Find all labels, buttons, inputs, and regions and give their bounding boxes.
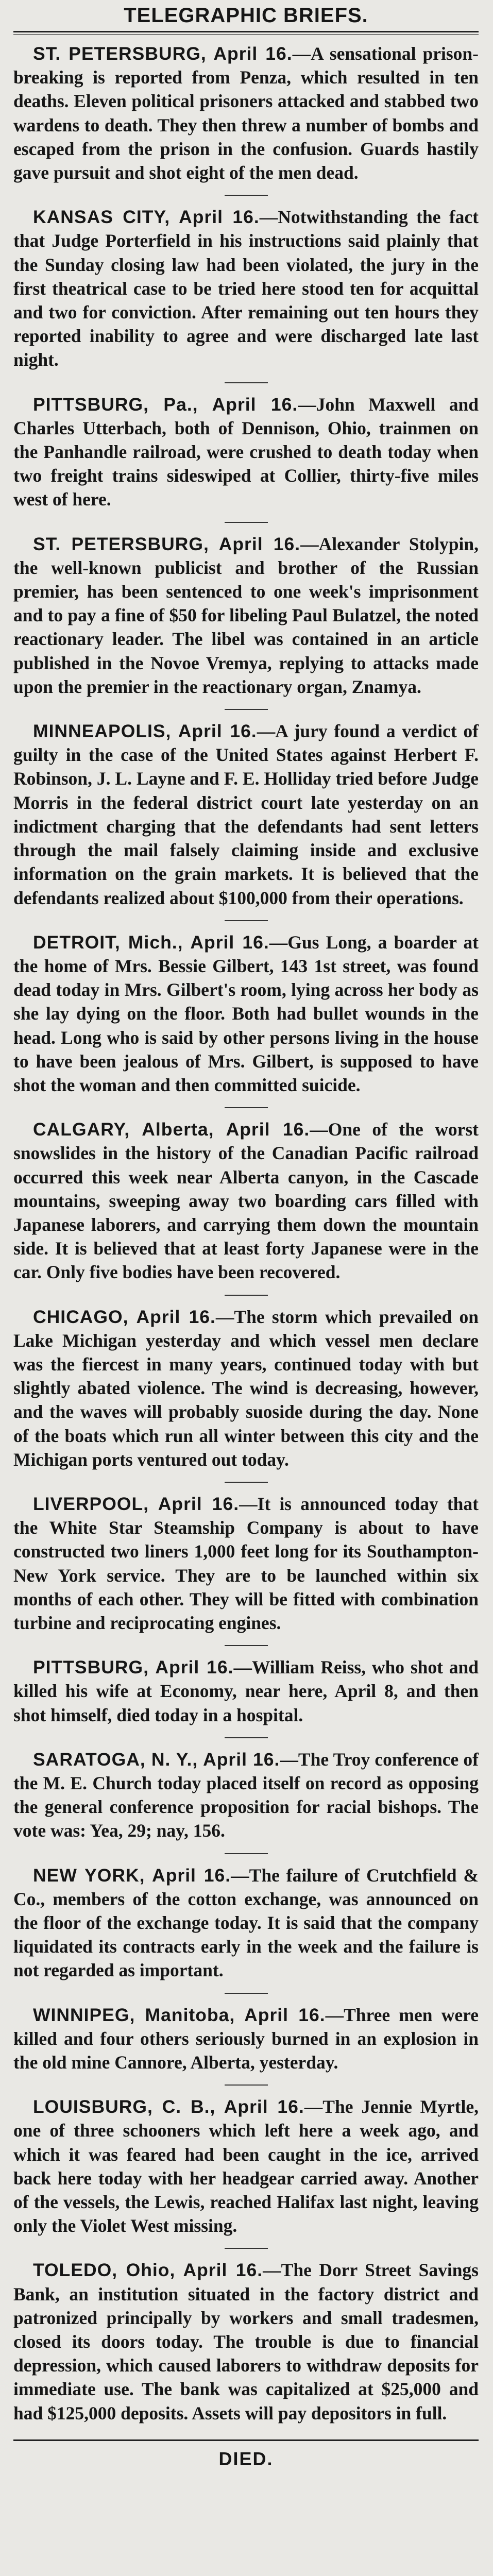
news-item-body: —It is announced today that the White Star Steamship Company is about to have constructed two liners 1,000 feet long for its Southampton-New York service. They are to be launched within six months of each other. They will be fitted with combination turbine and reciprocating engines. bbox=[13, 1493, 479, 1633]
headline-rule bbox=[13, 31, 479, 35]
item-separator bbox=[225, 1482, 268, 1483]
item-separator bbox=[225, 709, 268, 710]
news-item-dateline: ST. PETERSBURG, April 16. bbox=[33, 43, 293, 64]
news-item bbox=[13, 205, 479, 381]
news-item-body: —The Troy conference of the M. E. Church today placed itself on record as opposing the general conference proposition for racial bishops. The vote was: Yea, 29; nay, 156. bbox=[13, 1749, 479, 1841]
briefs-list bbox=[13, 42, 479, 2434]
news-item-dateline: CALGARY, Alberta, April 16. bbox=[33, 1119, 310, 1140]
news-item bbox=[13, 1305, 479, 1481]
news-item bbox=[13, 532, 479, 708]
news-item-dateline: NEW YORK, April 16. bbox=[33, 1865, 231, 1886]
news-item-dateline: PITTSBURG, Pa., April 16. bbox=[33, 394, 298, 415]
news-item-dateline: WINNIPEG, Manitoba, April 16. bbox=[33, 2004, 326, 2025]
item-separator bbox=[225, 1853, 268, 1854]
news-item bbox=[13, 930, 479, 1106]
news-item bbox=[13, 719, 479, 919]
news-item-body: —One of the worst snowslides in the history of the Canadian Pacific railroad occurred this week near Alberta canyon, in the Cascade mountains, sweeping away two boarding cars filled with Japanese laborers, and carrying them down the mountain side. It is believed that at least forty Japanese were in the car. Only five bodies have been recovered. bbox=[13, 1119, 479, 1283]
news-item bbox=[13, 1863, 479, 1992]
news-item-body: —Notwithstanding the fact that Judge Porterfield in his instructions said plainly that the Sunday closing law had been violated, the jury in the first theatrical case to be tried here stood ten for acquittal and two for conviction. After remaining out ten hours they reported inability to agree and were discharged late last night. bbox=[13, 207, 479, 370]
news-item-dateline: LIVERPOOL, April 16. bbox=[33, 1493, 240, 1514]
news-item-dateline: CHICAGO, April 16. bbox=[33, 1306, 216, 1327]
item-separator bbox=[225, 2248, 268, 2249]
item-separator bbox=[225, 1107, 268, 1108]
item-separator bbox=[225, 382, 268, 383]
item-separator bbox=[225, 1645, 268, 1646]
news-item bbox=[13, 2095, 479, 2247]
news-item-body: —A jury found a verdict of guilty in the case of the United States against Herbert F. Robinson, J. L. Layne and F. E. Holliday tried before Judge Morris in the federal district court late yesterday on an indictment charging that the defendants had sent letters through the mail falsely claiming inside and exclusive information on the grain markets. It is believed that the defendants realized about $100,000 from their operations. bbox=[13, 721, 479, 908]
news-item-dateline: KANSAS CITY, April 16. bbox=[33, 207, 260, 228]
news-item-dateline: PITTSBURG, April 16. bbox=[33, 1657, 234, 1678]
news-item bbox=[13, 1655, 479, 1736]
news-item bbox=[13, 1748, 479, 1852]
news-item-dateline: ST. PETERSBURG, April 16. bbox=[33, 533, 301, 554]
item-separator bbox=[225, 2084, 268, 2086]
item-separator bbox=[225, 1737, 268, 1738]
news-item bbox=[13, 42, 479, 194]
news-item-body: —The failure of Crutchfield & Co., members of the cotton exchange, was announced on the floor of the exchange today. It is said that the company liquidated its contracts early in the week and the failure is not regarded as important. bbox=[13, 1865, 479, 1981]
news-item-body: —The Jennie Myrtle, one of three schooners which left here a week ago, and which it was feared had been caught in the ice, arrived back here today with her headgear carried away. Another of the vessels, the Lewis, reached Halifax last night, leaving only the Violet West missing. bbox=[13, 2096, 479, 2236]
news-item-dateline: TOLEDO, Ohio, April 16. bbox=[33, 2260, 263, 2281]
item-separator bbox=[225, 920, 268, 921]
news-item bbox=[13, 393, 479, 521]
news-item-dateline: LOUISBURG, C. B., April 16. bbox=[33, 2096, 304, 2117]
news-item-dateline: SARATOGA, N. Y., April 16. bbox=[33, 1749, 280, 1770]
item-separator bbox=[225, 195, 268, 196]
news-item-dateline: MINNEAPOLIS, April 16. bbox=[33, 721, 257, 742]
item-separator bbox=[225, 1993, 268, 1994]
news-item-body: —The storm which prevailed on Lake Michigan yesterday and which vessel men declare was the fiercest in many years, continued today with but slightly abated violence. The wind is decreasing, however, and the waves will probably suoside during the day. None of the boats which run all winter between this city and the Michigan ports ventured out today. bbox=[13, 1306, 479, 1470]
news-item-body: —The Dorr Street Savings Bank, an institution situated in the factory district and patronized principally by workers and small tradesmen, closed its doors today. The trouble is due to financial depression, which caused laborers to withdraw deposits for immediate use. The bank was capitalized at $25,000 and had $125,000 deposits. Assets will pay depositors in full. bbox=[13, 2260, 479, 2424]
section-end-rule bbox=[13, 2439, 479, 2441]
news-item-body: —John Maxwell and Charles Utterbach, both of Dennison, Ohio, trainmen on the Panhandle railroad, were crushed to death today when two freight trains sideswiped at Collier, thirty-five miles west of here. bbox=[13, 394, 479, 510]
item-separator bbox=[225, 1295, 268, 1296]
news-item bbox=[13, 2003, 479, 2084]
news-item-body: —A sensational prison-breaking is reported from Penza, which resulted in ten deaths. Eleven political prisoners attacked and stabbed two wardens to death. They then threw a number of bombs and escaped from the prison in the confusion. Guards hastily gave pursuit and shot eight of the men dead. bbox=[13, 43, 479, 183]
news-item-body: —Alexander Stolypin, the well-known publicist and brother of the Russian premier, has been sentenced to one week's imprisonment and to pay a fine of $50 for libeling Paul Bulatzel, the noted reactionary leader. The libel was contained in an article published in the Novoe Vremya, replying to attacks made upon the premier in the reactionary organ, Znamya. bbox=[13, 533, 479, 697]
news-item-body: —Three men were killed and four others seriously burned in an explosion in the old mine Cannore, Alberta, yesterday. bbox=[13, 2004, 479, 2073]
news-item bbox=[13, 1492, 479, 1644]
news-item-body: —Gus Long, a boarder at the home of Mrs. Bessie Gilbert, 143 1st street, was found dead today in Mrs. Gilbert's room, lying across her body as she lay dying on the floor. Both had bullet wounds in the head. Long who is said by other persons living in the house to have been jealous of Mrs. Gilbert, is supposed to have shot the woman and then committed suicide. bbox=[13, 931, 479, 1095]
item-separator bbox=[225, 522, 268, 523]
news-item-body: —William Reiss, who shot and killed his wife at Economy, near here, April 8, and then shot himself, died today in a hospital. bbox=[13, 1657, 479, 1725]
news-item bbox=[13, 1117, 479, 1293]
news-item bbox=[13, 2258, 479, 2434]
news-item-dateline: DETROIT, Mich., April 16. bbox=[33, 931, 269, 953]
next-section-headline: DIED. bbox=[218, 2448, 274, 2469]
section-headline: TELEGRAPHIC BRIEFS. bbox=[124, 4, 368, 27]
